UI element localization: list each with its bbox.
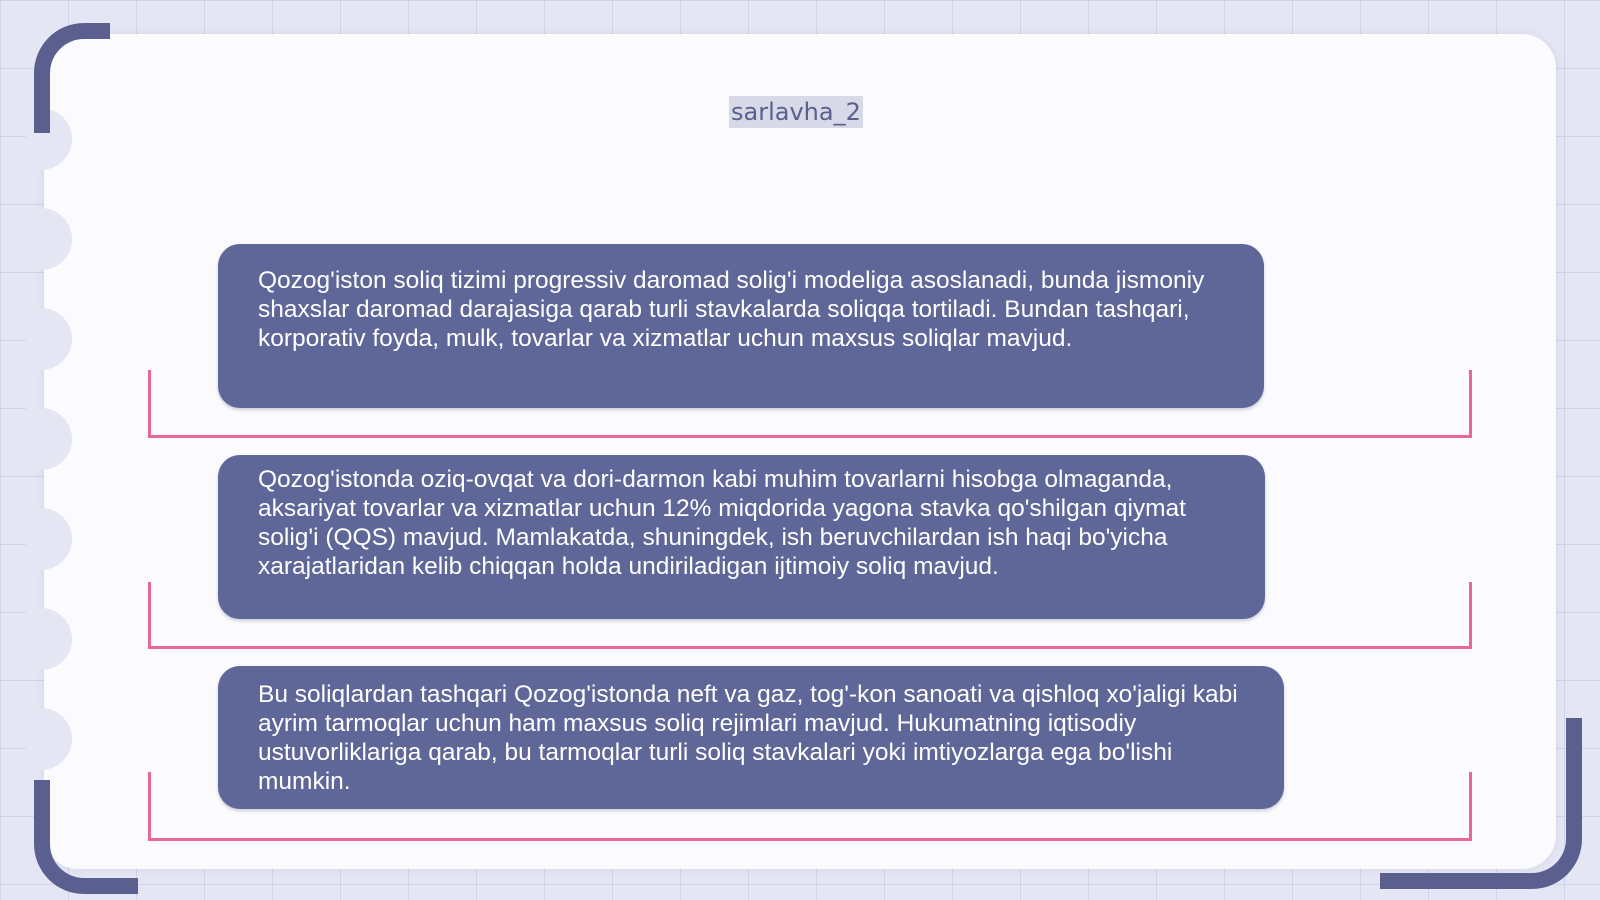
corner-frame-bottom-left [34, 780, 138, 894]
corner-frame-top-left [34, 23, 110, 133]
text-block-2[interactable]: Qozog'istonda oziq-ovqat va dori-darmon kabi muhim tovarlarni hisobga olmaganda, aksariyat tovarlar va xizmatlar uchun 12% miqdorida yagona stavka qo'shilgan qiymat solig'i (QQS) mavjud. Mamlakatda, shuningdek, ish beruvchilardan ish haqi bo'yicha xarajatlaridan kelib chiqqan holda undiriladigan ijtimoiy soliq mavjud. [218, 455, 1265, 619]
slide-title[interactable]: sarlavha_2 [731, 98, 861, 126]
text-block-3[interactable]: Bu soliqlardan tashqari Qozog'istonda neft va gaz, tog'-kon sanoati va qishloq xo'jaligi kabi ayrim tarmoqlar uchun ham maxsus soliq rejimlari mavjud. Hukumatning iqtisodiy ustuvorliklariga qarab, bu tarmoqlar turli soliq stavkalari yoki imtiyozlarga ega bo'lishi mumkin. [218, 666, 1284, 809]
text-block-1[interactable]: Qozog'iston soliq tizimi progressiv daromad solig'i modeliga asoslanadi, bunda jismoniy shaxslar daromad darajasiga qarab turli stavkalarda soliqqa tortiladi. Bundan tashqari, korporativ foyda, mulk, tovarlar va xizmatlar uchun maxsus soliqlar mavjud. [218, 244, 1264, 408]
